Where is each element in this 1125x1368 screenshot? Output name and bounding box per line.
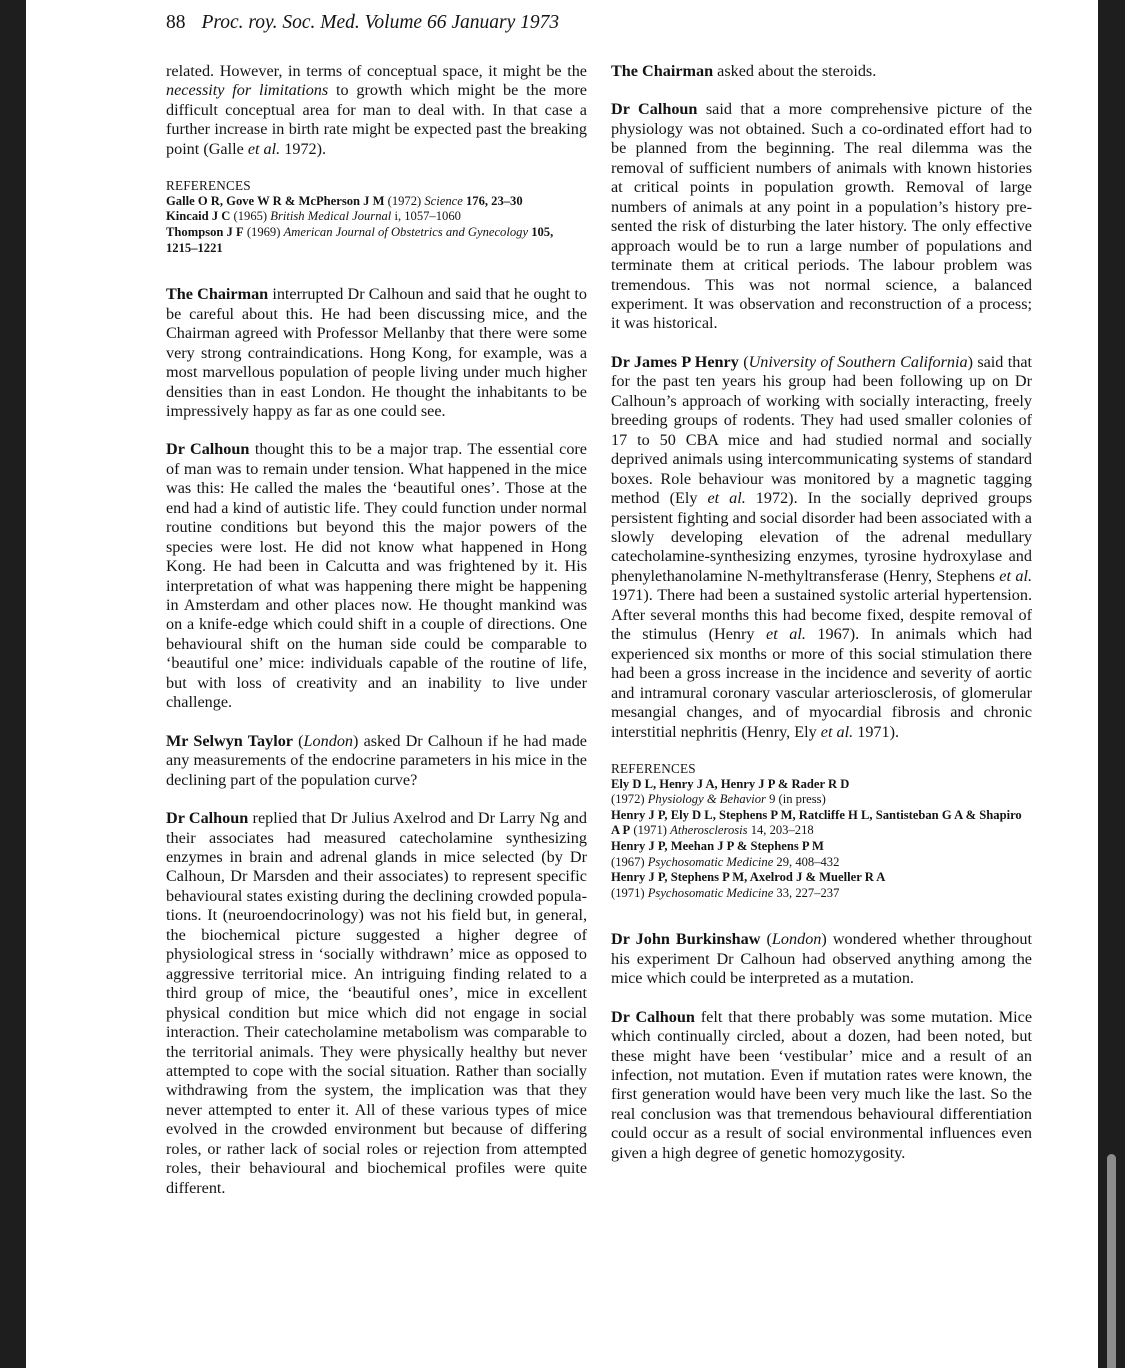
left-column [166,62,587,1217]
reference-item: Henry J P, Meehan J P & Stephens P M (1967) Psychosomatic Medicine 29, 408–432 [611,838,840,869]
affiliation: London [771,930,822,949]
paragraph-calhoun-mutation: Dr Calhoun felt that there probably was some mutation. Mice which continually circled, about a dozen, had been noted, but these might have been ‘vestibular’ mice and a result of an infection, not mutation. Even if mutation rates were known, the first generation would have been very much like the last. So the real conclusion was that tremendous behavioural differentiation could occur as a result of social environmental influences even given a high degree of genetic homozygosity. [611,1007,1033,1162]
reference-item: Ely D L, Henry J A, Henry J P & Rader R D (1972) Physiology & Behavior 9 (in press) [611,776,850,807]
affiliation: University of Southern California [748,352,968,371]
speaker-name: Dr Calhoun [166,809,249,828]
speaker-name: Dr John Burkinshaw [611,930,761,949]
paragraph-burkinshaw: Dr John Burkinshaw (London) wondered whether throughout his experiment Dr Calhoun had observed anything among the mice which could be interpreted as a mutation. [611,930,1032,988]
speaker-name: Mr Selwyn Taylor [166,731,293,750]
reference-item: Henry J P, Ely D L, Stephens P M, Ratcliffe H L, Santisteban G A & Shapiro A P (1971) Atherosclerosis 14, 203–218 [611,807,1022,838]
paragraph-calhoun-reply: Dr Calhoun replied that Dr Julius Axelrod and Dr Larry Ng and their associates had measured catecholamine synthesizing enzymes in brain and adrenal glands in mice selected (by Dr Calhoun, Dr Marsden and their associates) to represent specific behavioural states existing during the declining crowded populations. It (neuroendocrinology) was not his field but, in general, the biochemical picture suggested a higher degree of physiological stress in ‘socially withdrawn’ mice as opposed to aggressive territorial mice. An intriguing finding related to a third group of mice, the ‘beautiful ones’, mice in excellent physical condition but mice which did not engage in social interaction. Their catecholamine metabolism was comparable to the territorial animals. They were physically healthy but never attempted to cope with the social situation. Rather than socially withdrawing from the system, the implication was that they never attempted to enter it. All of these various types of mice evolved in the crowded environment but because of differing roles, or rather lack of social roles or rejection from attempted roles, their behavioural and biochemical profiles were quite different. [166,809,587,1197]
references-left [166,178,587,256]
journal-title: Proc. roy. Soc. Med. Volume 66 January 1973 [201,12,560,33]
paragraph-henry: Dr James P Henry (University of Southern California) said that for the past ten years his group had been following up on Dr Calhoun’s approach of working with socially interacting, freely breeding groups of rodents. They had used smaller colonies of 17 to 50 CBA mice and had studied normal and socially deprived animals using intercommunicating systems of standard boxes. Role behaviour was monitored by a magnetic tagging method (Ely et al. 1972). In the socially deprived groups persistent fighting and social disorder had been associated with a slowly developing elevation of the adrenal medullary catecholamine-synthesizing enzymes, tyrosine hydroxylase and phenylethanolamine N-methyltransferase (Henry, Stephens et al. 1971). There had been a sustained systolic arterial hypertension. After several months this had become fixed, despite removal of the stimulus (Henry et al. 1967). In animals which had experienced six months or more of this social stimulation there had been a gross increase in the incidence and severity of aortic and intramural coronary vascular arteriosclerosis, of glomerular mesangial changes, and of myocardial fibrosis and chronic interstitial nephritis (Henry, Ely et al. 1971). [611,352,1033,741]
paragraph-continued: related. However, in terms of conceptual space, it might be the necessity for limitations to growth which might be the more difficult conceptual area for man to deal with. In that case a further increase in birth rate might be expected past the breaking point (Galle et al. 1972). [166,62,587,158]
speaker-name: Dr Calhoun [611,100,698,119]
speaker-name: Dr Calhoun [166,440,250,459]
speaker-name: Dr Calhoun [611,1007,695,1026]
references-heading: REFERENCES [166,178,251,194]
running-head [166,12,559,34]
references-right [611,761,1032,901]
paragraph-calhoun: Dr Calhoun thought this to be a major trap. The essential core of man was to remain under tension. What happened in the mice was this: He called the males the ‘beautiful ones’. Those at the end had a kind of autistic life. They could function under normal routine conditions but beyond this the major powers of the species were lost. He did not know what happened in Hong Kong. He had been in Calcutta and was frightened by it. His interpretation of what was happening there might be happening in Amsterdam and other places now. He thought mankind was on a knife-edge which could shift in a couple of directions. One behavioural shift on the human side could be comparable to ‘beautiful one’ mice: individuals capable of the routine of life, but with loss of creativity and an inability to live under challenge. [166,440,587,712]
vertical-scrollbar-thumb[interactable] [1107,1154,1116,1368]
paragraph-chairman: The Chairman interrupted Dr Calhoun and said that he ought to be careful about this. He had been discussing mice, and the Chairman agreed with Professor Mellanby that there were some very strong contraindications. Hong Kong, for example, was a most marvellous population of people living under much higher densities than in east London. He thought the inhabitants to be impressively happy as far as one could see. [166,285,587,420]
reference-item: Thompson J F (1969) American Journal of Obstetrics and Gynecology 105, 1215–1221 [166,225,554,255]
reference-item: Kincaid J C (1965) British Medical Journal i, 1057–1060 [166,209,461,224]
reference-item: Henry J P, Stephens P M, Axelrod J & Mueller R A (1971) Psychosomatic Medicine 33, 227–237 [611,870,886,900]
paragraph-calhoun-physiology: Dr Calhoun said that a more comprehensive picture of the physiology was not obtained. Such a co-ordinated effort had to be planned from the beginning. The real dilemma was the removal of sufficient numbers of animals with known histories at critical points in population growth. Removal of large numbers of animals at any point in a population’s history presented the risk of disturbing the later history. The only effective approach would be to run a large number of populations and terminate them at critical periods. The labour problem was tremendous. This was not normal science, a balanced experiment. It was observation and reconstruction of a process; it was historical. [611,100,1033,333]
right-column [611,62,1032,1182]
references-heading: REFERENCES [611,760,696,776]
speaker-name: Dr James P Henry [611,352,739,371]
affiliation: London [303,731,354,750]
page-number: 88 [166,12,186,33]
emphasis: necessity for limitations [166,81,329,100]
speaker-name: The Chairman [166,285,269,304]
paragraph-taylor: Mr Selwyn Taylor (London) asked Dr Calhoun if he had made any measurements of the endocrine parameters in his mice in the declining part of the population curve? [166,731,587,789]
paragraph-chairman-steroids: The Chairman asked about the steroids. [611,62,877,80]
speaker-name: The Chairman [611,62,714,80]
reference-item: Galle O R, Gove W R & McPherson J M (1972) Science 176, 23–30 [166,193,523,208]
